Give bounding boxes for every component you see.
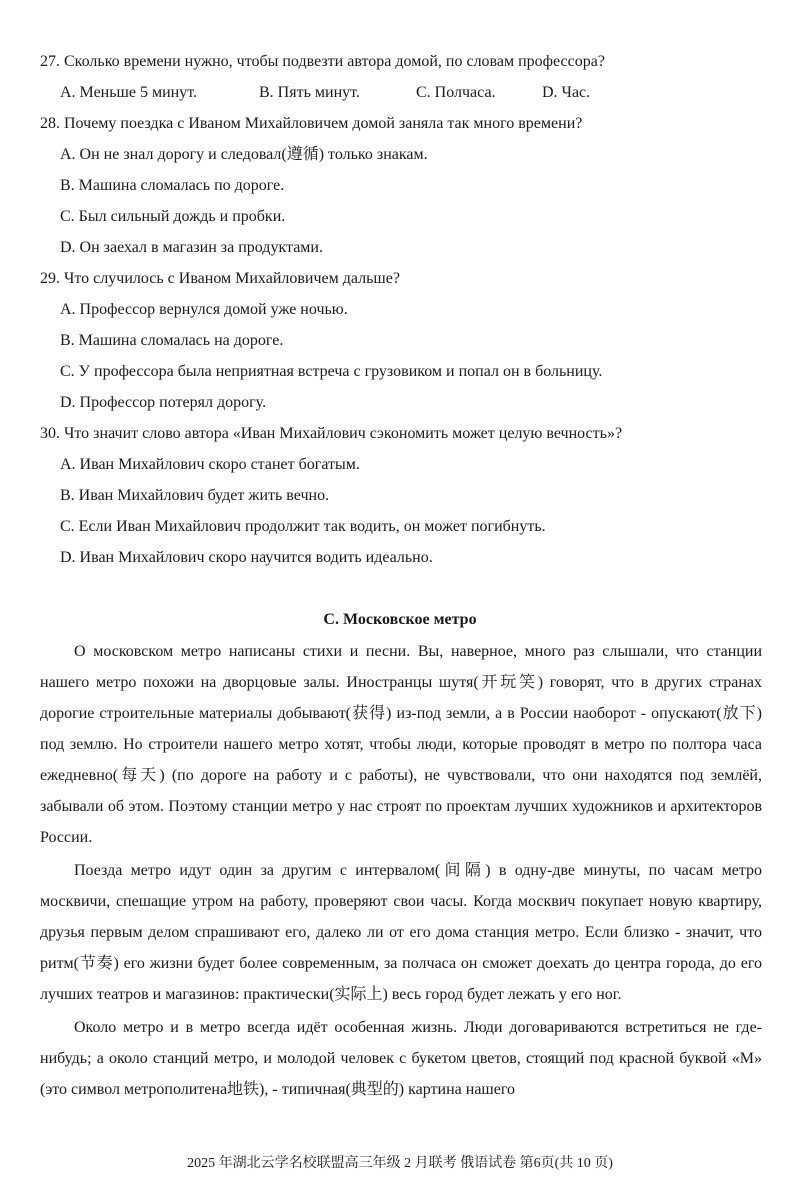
option-a: A. Меньше 5 минут. — [60, 84, 197, 101]
question-28: 28. Почему поездка с Иваном Михайловичем домой заняла так много времени? — [40, 115, 583, 132]
paragraph-1: О московском метро написаны стихи и песни. Вы, наверное, много раз слышали, что станции нашего метро похожи на дворцовые залы. Иностранцы шутя(开玩笑) говорят, что в других странах дорогие строительные материалы добывают(获得) из-под земли, а в России наоборот - опускают(放下) под землю. Но строители нашего метро хотят, чтобы люди, которые проводят в метро по полтора часа ежедневно(每天) (по дороге на работу и с работы), не чувствовали, что они находятся под землёй, забывали об этом. Поэтому станции метро у нас строят по проектам лучших художников и архитекторов России. — [40, 643, 762, 846]
option-c: C. Был сильный дождь и пробки. — [60, 208, 286, 225]
option-d: D. Час. — [542, 84, 591, 101]
option-d: D. Он заехал в магазин за продуктами. — [60, 239, 323, 256]
option-a: A. Иван Михайлович скоро станет богатым. — [60, 456, 360, 473]
option-d: D. Профессор потерял дорогу. — [60, 394, 267, 411]
option-c: C. Если Иван Михайлович продолжит так водить, он может погибнуть. — [60, 518, 546, 535]
page-footer: 2025 年湖北云学名校联盟高三年级 2 月联考 俄语试卷 第6页(共 10 页) — [187, 1156, 613, 1171]
option-a: A. Он не знал дорогу и следовал(遵循) только знакам. — [60, 146, 428, 163]
option-b: B. Пять минут. — [259, 84, 360, 101]
section-title: C. Московское метро — [323, 611, 477, 628]
question-30: 30. Что значит слово автора «Иван Михайлович сэкономить может целую вечность»? — [40, 425, 623, 442]
option-b: B. Иван Михайлович будет жить вечно. — [60, 487, 330, 504]
question-27: 27. Сколько времени нужно, чтобы подвезти автора домой, по словам профессора? — [40, 53, 605, 70]
option-b: B. Машина сломалась по дороге. — [60, 177, 285, 194]
option-a: A. Профессор вернулся домой уже ночью. — [60, 301, 348, 318]
paragraph-3: Около метро и в метро всегда идёт особенная жизнь. Люди договариваются встретиться не где-нибудь; а около станций метро, и молодой человек с букетом цветов, стоящий под красной буквой «М» (это символ метрополитена地铁), - типичная(典型的) картина нашего — [40, 1019, 762, 1098]
paragraph-2: Поезда метро идут один за другим с интервалом(间隔) в одну-две минуты, по часам метро москвичи, спешащие утром на работу, проверяют свои часы. Когда москвич покупает новую квартиру, друзья первым делом спрашивают его, далеко ли от его дома станция метро. Если близко - значит, что ритм(节奏) его жизни будет более современным, за полчаса он сможет доехать до центра города, до его лучших театров и магазинов: практически(实际上) весь город будет лежать у его ног. — [40, 862, 762, 1003]
question-29: 29. Что случилось с Иваном Михайловичем дальше? — [40, 270, 400, 287]
option-d: D. Иван Михайлович скоро научится водить идеально. — [60, 549, 433, 566]
option-b: B. Машина сломалась на дороге. — [60, 332, 284, 349]
option-c: C. У профессора была неприятная встреча с грузовиком и попал он в больницу. — [60, 363, 603, 380]
reading-passage — [40, 636, 762, 1105]
option-c: C. Полчаса. — [416, 84, 496, 101]
